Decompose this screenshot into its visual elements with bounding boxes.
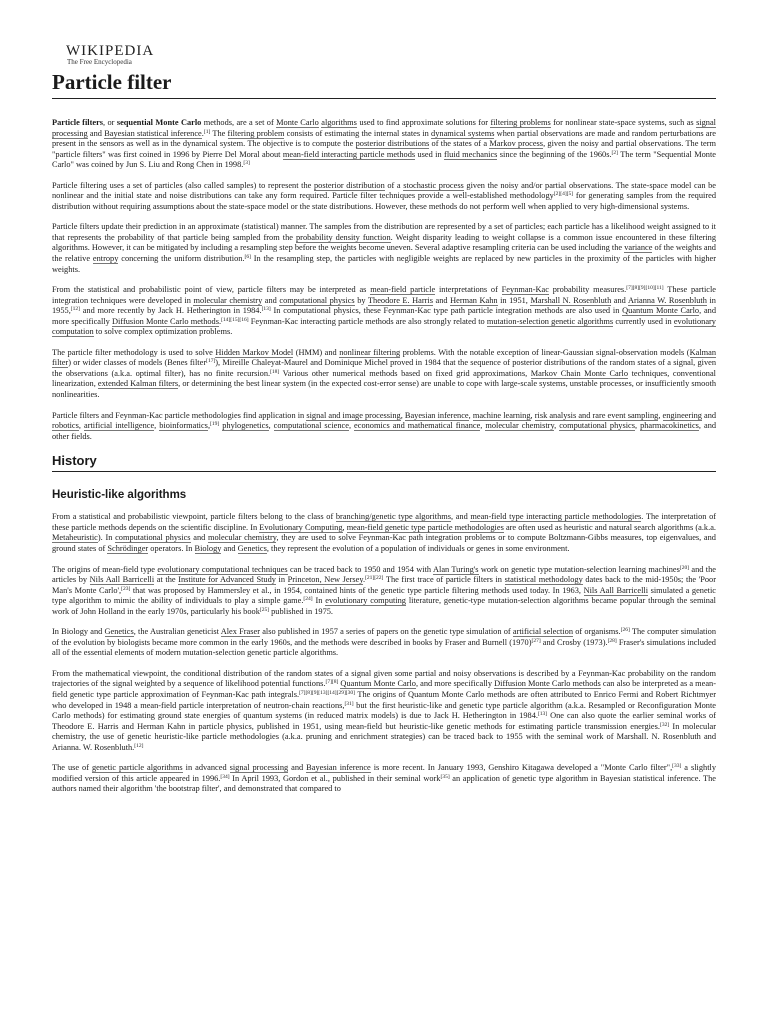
wiki-link[interactable]: entropy	[92, 254, 119, 264]
wiki-link[interactable]: computational physics	[279, 295, 355, 305]
citation-ref[interactable]: [1]	[203, 128, 211, 135]
wiki-link[interactable]: Monte Carlo	[276, 118, 319, 127]
wiki-link[interactable]: Hidden Markov Model	[215, 347, 294, 357]
wiki-link[interactable]: Quantum Monte Carlo	[340, 679, 416, 689]
article-paragraph: From a statistical and probabilistic viewpoint, particle filters belong to the class of branching/genetic type algorithms, and mean-field type interacting particle methodologies. The interpretation of these particle methods depends on the scientific discipline. In Evolutionary Computing, mean-field genetic type particle methodologies are often used as heuristic and natural search algorithms (a.k.a. Metaheuristic). In computational physics and molecular chemistry, they are used to solve Feynman-Kac path integration problems or to compute Boltzmann-Gibbs measures, top eigenvalues, and ground states of Schrödinger operators. In Biology and Genetics, they represent the evolution of a population of individuals or genes in some environment.	[52, 512, 717, 553]
citation-ref[interactable]: [31]	[344, 700, 354, 707]
wiki-link[interactable]: mean-field type interacting particle methodologies	[470, 512, 642, 522]
wiki-link[interactable]: Schrödinger	[107, 543, 149, 553]
citation-ref[interactable]: [13]	[261, 306, 271, 313]
article-paragraph: Particle filters update their prediction in an approximate (statistical) manner. The samples from the distribution are represented by a set of particles; each particle has a likelihood weight assigned to it that represents the probability of that particle being sampled from the probability density function. Weight disparity leading to weight collapse is a common issue encountered in these filtering algorithms. However, it can be mitigated by including a resampling step before the weights become uneven. Several adaptive resampling criteria can be used including the variance of the weights and the relative entropy concerning the uniform distribution.[6] In the resampling step, the particles with negligible weights are replaced by new particles in the proximity of the particles with higher weights.	[52, 222, 716, 274]
wiki-link[interactable]: Herman Kahn	[450, 295, 498, 305]
wiki-link[interactable]: genetic particle algorithms	[91, 763, 183, 773]
citation-ref[interactable]: [14][15][16]	[221, 316, 249, 323]
wiki-link[interactable]: filtering problems	[490, 118, 551, 127]
wiki-link[interactable]: Feynman-Kac	[501, 285, 549, 295]
wiki-link[interactable]: pharmacokinetics	[640, 421, 699, 431]
citation-ref[interactable]: [24]	[303, 596, 313, 603]
citation-ref[interactable]: [19]	[210, 421, 220, 428]
citation-ref[interactable]: [2]	[611, 149, 618, 156]
citation-ref[interactable]: [6]	[244, 254, 251, 261]
citation-ref[interactable]: [18]	[270, 368, 280, 375]
citation-ref[interactable]: [20]	[679, 564, 690, 571]
citation-ref[interactable]: [7][8]	[325, 679, 339, 686]
wiki-link[interactable]: Bayesian statistical inference	[104, 128, 202, 138]
wiki-link[interactable]: bioinformatics	[159, 421, 208, 431]
wiki-link[interactable]: stochastic process	[403, 180, 464, 190]
citation-ref[interactable]: [2][4][5]	[553, 191, 574, 198]
article-paragraph: From the mathematical viewpoint, the conditional distribution of the random states of a signal given some partial and noisy observations is described by a Feynman-Kac probability on the random trajectories of the signal weighted by a sequence of likelihood potential functions.[7][8] Quantum Monte Carlo, and more specifically Diffusion Monte Carlo methods can also be interpreted as a mean-field genetic type particle approximation of Feynman-Kac path integrals.[7][8][9][13][14][29][30] The origins of Quantum Monte Carlo methods are often attributed to Enrico Fermi and Robert Richtmyer who developed in 1948 a mean-field particle interpretation of neutron-chain reactions,[31] but the first heuristic-like and genetic type particle algorithm (a.k.a. Resampled or Reconfiguration Monte Carlo methods) for estimating ground state energies of quantum systems (in reduced matrix models) is due to Jack H. Hetherington in 1984.[13] One can also quote the earlier seminal works of Theodore E. Harris and Herman Kahn in particle physics, published in 1951, using mean-field but heuristic-like genetic methods for estimating particle transmission energies.[32] In molecular chemistry, the use of genetic heuristic-like particle methodologies (a.k.a. pruning and enrichment strategies) can be traced back to 1955 with the seminal work of Marshall. N. Rosenbluth and Arianna. W. Rosenbluth.[12]	[52, 668, 717, 752]
citation-ref[interactable]: [33]	[672, 763, 682, 770]
wiki-link[interactable]: Bayesian inference	[404, 410, 469, 420]
article-content	[52, 118, 716, 795]
wiki-link[interactable]: variance	[624, 243, 653, 253]
wiki-link[interactable]: robotics	[52, 421, 79, 431]
wiki-link[interactable]: mean-field genetic type particle methodologies	[346, 522, 504, 532]
article-paragraph: Particle filters, or sequential Monte Carlo methods, are a set of Monte Carlo algorithms used to find approximate solutions for filtering problems for nonlinear state-space systems, such as signal processing and Bayesian statistical inference.[1] The filtering problem consists of estimating the internal states in dynamical systems when partial observations are made and random perturbations are present in the sensors as well as in the dynamical system. The objective is to compute the posterior distributions of the states of a Markov process, given the noisy and partial observations. The term "particle filters" was first coined in 1996 by Pierre Del Moral about mean-field interacting particle methods used in fluid mechanics since the beginning of the 1960s.[2] The term "Sequential Monte Carlo" was coined by Jun S. Liu and Rong Chen in 1998.[3]	[52, 118, 716, 170]
wiki-link[interactable]: evolutionary computational techniques	[157, 564, 288, 574]
wiki-link[interactable]: fluid mechanics	[444, 149, 498, 159]
wiki-link[interactable]: posterior distribution	[313, 180, 385, 190]
wiki-link[interactable]: Biology	[194, 543, 222, 553]
wiki-link[interactable]: probability density function	[296, 232, 391, 242]
citation-ref[interactable]: [32]	[659, 721, 670, 728]
wiki-link[interactable]: Theodore E. Harris	[367, 295, 433, 305]
wiki-link[interactable]: artificial selection	[512, 627, 574, 637]
wiki-link[interactable]: Diffusion Monte Carlo methods	[494, 679, 601, 689]
wiki-link[interactable]: economics and mathematical finance	[354, 421, 481, 431]
article-paragraph: Particle filtering uses a set of particles (also called samples) to represent the posterior distribution of a stochastic process given the noisy and/or partial observations. The state-space model can be nonlinear and the initial state and noise distributions can take any form required. Particle filter techniques provide a well-established methodology[2][4][5] for generating samples from the required distribution without requiring assumptions about the state-space model or the state distributions. However, these methods do not perform well when applied to very high-dimensional systems.	[52, 180, 717, 211]
wiki-link[interactable]: computational physics	[115, 533, 191, 543]
wiki-link[interactable]: computational science	[273, 421, 349, 431]
wikipedia-tagline: The Free Encyclopedia	[67, 58, 132, 66]
wiki-link[interactable]: mean-field particle	[370, 285, 436, 295]
wikipedia-logo[interactable]	[66, 44, 716, 66]
wiki-link[interactable]: statistical methodology	[504, 575, 583, 585]
wiki-link[interactable]: Arianna W. Rosenbluth	[627, 295, 707, 305]
wiki-link[interactable]: molecular chemistry	[193, 295, 263, 305]
wiki-link[interactable]: risk analysis and rare event sampling	[534, 410, 659, 420]
wiki-link[interactable]: Bayesian inference	[306, 763, 371, 773]
wiki-link[interactable]: machine learning	[472, 410, 531, 420]
article-paragraph: The particle filter methodology is used to solve Hidden Markov Model (HMM) and nonlinear filtering problems. With the notable exception of linear-Gaussian signal-observation models (Kalman filter) or wider classes of models (Benes filter[17]), Mireille Chaleyat-Maurel and Dominique Michel proved in 1984 that the sequence of posterior distributions of the random states of a signal, given the observations (a.k.a. optimal filter), has no finite recursion.[18] Various other numerical methods based on fixed grid approximations, Markov Chain Monte Carlo techniques, conventional linearization, extended Kalman filters, or determining the best linear system (in the expected cost-error sense) are unable to cope with large-scale systems, unstable processes, or insufficiently smooth nonlinearities.	[52, 347, 717, 400]
article-paragraph: In Biology and Genetics, the Australian geneticist Alex Fraser also published in 1957 a series of papers on the genetic type simulation of artificial selection of organisms.[26] The computer simulation of the evolution by biologists became more common in the early 1960s, and the methods were described in books by Fraser and Burnell (1970)[27] and Crosby (1973).[28] Fraser's simulations included all of the essential elements of modern mutation-selection genetic particle algorithms.	[52, 627, 717, 658]
citation-ref[interactable]: [23]	[121, 585, 131, 592]
wiki-link[interactable]: Markov process	[489, 139, 544, 149]
citation-ref[interactable]: [25]	[259, 606, 270, 613]
citation-ref[interactable]: [27]	[531, 637, 541, 644]
wiki-link[interactable]: Alan Turing's	[432, 564, 479, 574]
article-paragraph: The use of genetic particle algorithms in advanced signal processing and Bayesian inference is more recent. In January 1993, Genshiro Kitagawa developed a "Monte Carlo filter",[33] a slightly modified version of this article appeared in 1996.[34] In April 1993, Gordon et al., published in their seminal work[35] an application of genetic type algorithm in Bayesian statistical inference. The authors named their algorithm 'the bootstrap filter', and demonstrated that compared to	[52, 763, 717, 794]
wiki-link[interactable]: Nils Aall Barricelli	[89, 575, 155, 585]
wiki-link[interactable]: Marshall N. Rosenbluth	[530, 295, 612, 305]
citation-ref[interactable]: [12]	[70, 306, 80, 313]
wiki-link[interactable]: branching/genetic type algorithms	[335, 512, 451, 522]
citation-ref[interactable]: [13]	[537, 711, 548, 718]
wiki-link[interactable]: phylogenetics	[222, 421, 269, 431]
wiki-link[interactable]: Diffusion Monte Carlo methods	[111, 316, 219, 326]
wiki-link[interactable]: Nils Aall Barricelli	[583, 585, 649, 595]
wiki-link[interactable]: Quantum Monte Carlo	[622, 306, 700, 316]
page-title: Particle filter	[52, 70, 716, 99]
wiki-link[interactable]: mutation-selection genetic algorithms	[486, 316, 614, 326]
citation-ref[interactable]: [7][8][9][13][14][29][30]	[299, 689, 355, 696]
wiki-link[interactable]: evolutionary computation	[52, 316, 716, 337]
citation-ref[interactable]: [7][8][9][10][11]	[626, 285, 664, 292]
wiki-link[interactable]: signal processing	[52, 118, 716, 138]
wiki-link[interactable]: evolutionary computing	[325, 596, 406, 606]
wiki-link[interactable]: Alex Fraser	[220, 627, 260, 637]
section-heading: History	[52, 456, 716, 472]
wiki-link[interactable]: Princeton, New Jersey	[287, 575, 363, 585]
bold-term: Particle filters	[52, 118, 104, 127]
wiki-link[interactable]: algorithms	[321, 118, 357, 127]
wiki-link[interactable]: Markov Chain Monte Carlo	[530, 368, 629, 378]
citation-ref[interactable]: [28]	[607, 637, 617, 644]
article-paragraph: The origins of mean-field type evolutionary computational techniques can be traced back to 1950 and 1954 with Alan Turing's work on genetic type mutation-selection learning machines[20] and the articles by Nils Aall Barricelli at the Institute for Advanced Study in Princeton, New Jersey.[21][22] The first trace of particle filters in statistical methodology dates back to the mid-1950s; the 'Poor Man's Monte Carlo',[23] that was proposed by Hammersley et al., in 1954, contained hints of the genetic type particle filtering methods used today. In 1963, Nils Aall Barricelli simulated a genetic type algorithm to mimic the ability of individuals to play a simple game.[24] In evolutionary computing literature, genetic-type mutation-selection algorithms became popular through the seminal work of John Holland in the early 1970s, particularly his book[25] published in 1975.	[52, 564, 717, 616]
subsection-heading: Heuristic-like algorithms	[52, 488, 187, 501]
citation-ref[interactable]: [17]	[206, 358, 216, 365]
wiki-link[interactable]: extended Kalman filters	[97, 379, 179, 389]
wiki-link[interactable]: Metaheuristic	[52, 533, 98, 543]
page	[52, 44, 716, 805]
citation-ref[interactable]: [26]	[620, 627, 630, 634]
citation-ref[interactable]: [21][22]	[365, 575, 384, 582]
wikipedia-wordmark: WIKIPEDIA	[66, 43, 155, 59]
wiki-link[interactable]: Institute for Advanced Study	[178, 575, 276, 585]
wiki-link[interactable]: computational physics	[559, 421, 635, 431]
citation-ref[interactable]: [12]	[134, 742, 144, 749]
wiki-link[interactable]: molecular chemistry	[485, 421, 555, 431]
bold-term: sequential Monte Carlo	[116, 118, 202, 127]
wiki-link[interactable]: signal and image processing	[306, 410, 401, 420]
citation-ref[interactable]: [3]	[243, 160, 250, 167]
wiki-link[interactable]: Genetics	[104, 627, 134, 637]
wiki-link[interactable]: mean-field interacting particle methods	[282, 149, 416, 159]
citation-ref[interactable]: [34]	[220, 773, 230, 780]
wiki-link[interactable]: signal processing	[229, 763, 289, 773]
wiki-link[interactable]: posterior distributions	[355, 139, 430, 149]
wiki-link[interactable]: molecular chemistry	[208, 533, 277, 543]
wiki-link[interactable]: nonlinear filtering	[339, 347, 401, 357]
wiki-link[interactable]: filtering problem	[227, 128, 285, 138]
wiki-link[interactable]: Kalman filter	[52, 347, 717, 368]
article-paragraph: Particle filters and Feynman-Kac particle methodologies find application in signal and image processing, Bayesian inference, machine learning, risk analysis and rare event sampling, engineering and robotics, artificial intelligence, bioinformatics,[19] phylogenetics, computational science, economics and mathematical finance, molecular chemistry, computational physics, pharmacokinetics, and other fields.	[52, 410, 717, 441]
wiki-link[interactable]: engineering	[662, 410, 702, 420]
wiki-link[interactable]: artificial intelligence	[83, 421, 155, 431]
citation-ref[interactable]: [35]	[440, 773, 450, 780]
article-paragraph: From the statistical and probabilistic point of view, particle filters may be interpreted as mean-field particle interpretations of Feynman-Kac probability measures.[7][8][9][10][11] These particle integration techniques were developed in molecular chemistry and computational physics by Theodore E. Harris and Herman Kahn in 1951, Marshall N. Rosenbluth and Arianna W. Rosenbluth in 1955,[12] and more recently by Jack H. Hetherington in 1984.[13] In computational physics, these Feynman-Kac type path particle integration methods are also used in Quantum Monte Carlo, and more specifically Diffusion Monte Carlo methods.[14][15][16] Feynman-Kac interacting particle methods are also strongly related to mutation-selection genetic algorithms currently used in evolutionary computation to solve complex optimization problems.	[52, 285, 717, 337]
wiki-link[interactable]: Genetics	[237, 543, 267, 553]
wiki-link[interactable]: Evolutionary Computing	[259, 522, 343, 532]
wiki-link[interactable]: dynamical systems	[431, 128, 495, 138]
